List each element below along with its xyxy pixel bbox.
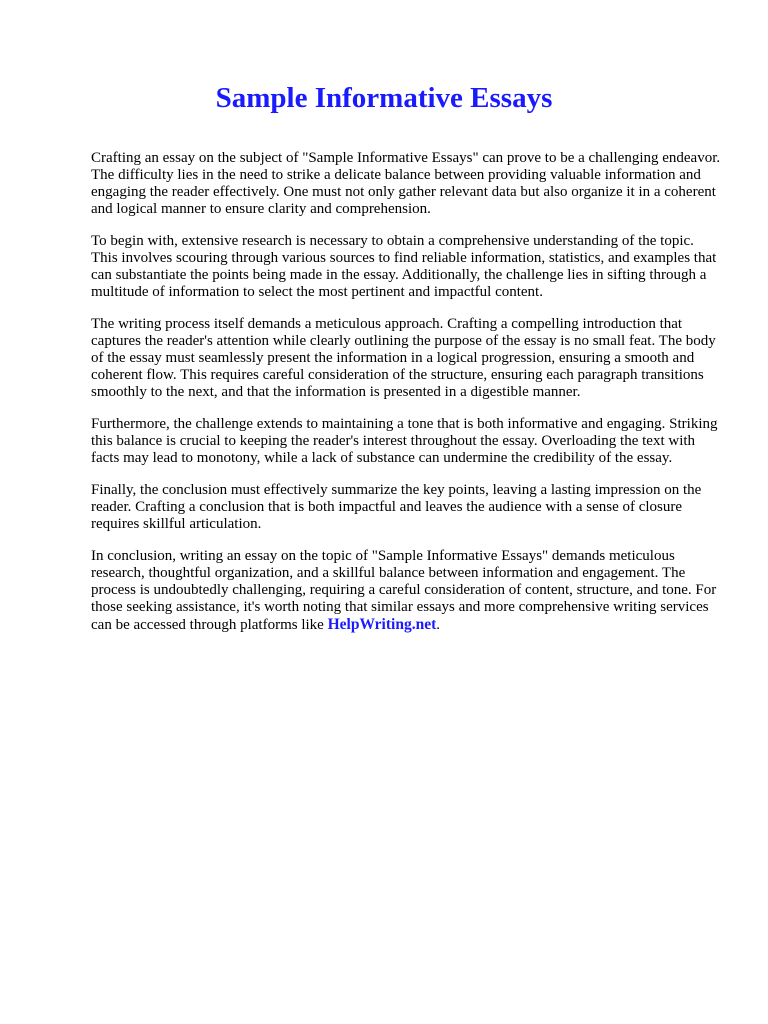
helpwriting-link[interactable]: HelpWriting.net bbox=[327, 616, 437, 633]
paragraph-1: Crafting an essay on the subject of "Sample Informative Essays" can prove to be a challenging endeavor. The difficulty lies in the need to strike a delicate balance between providing valuable information and engaging the reader effectively. One must not only gather relevant data but also organize it in a coherent and logical manner to ensure clarity and comprehension. bbox=[91, 150, 721, 217]
page-title: Sample Informative Essays bbox=[215, 82, 553, 114]
paragraph-2: To begin with, extensive research is necessary to obtain a comprehensive understanding of the topic. This involves scouring through various sources to find reliable information, statistics, and examples that can substantiate the points being made in the essay. Additionally, the challenge lies in sifting through a multitude of information to select the most pertinent and impactful content. bbox=[91, 233, 717, 300]
paragraph-3: The writing process itself demands a meticulous approach. Crafting a compelling introduction that captures the reader's attention while clearly outlining the purpose of the essay is no small feat. The body of the essay must seamlessly present the information in a logical progression, ensuring a smooth and coherent flow. This requires careful consideration of the structure, ensuring each paragraph transitions smoothly to the next, and that the information is presented in a digestible manner. bbox=[91, 316, 716, 400]
paragraph-6-end: . bbox=[436, 617, 440, 633]
paragraph-5: Finally, the conclusion must effectively summarize the key points, leaving a lasting impression on the reader. Crafting a conclusion that is both impactful and leaves the audience with a sense of closure requires skillful articulation. bbox=[91, 482, 702, 532]
paragraph-6 bbox=[91, 548, 724, 634]
paragraph-4: Furthermore, the challenge extends to maintaining a tone that is both informative and engaging. Striking this balance is crucial to keeping the reader's interest throughout the essay. Overloading the text with facts may lead to monotony, while a lack of substance can undermine the credibility of the essay. bbox=[91, 416, 718, 466]
paragraph-6-text: In conclusion, writing an essay on the topic of "Sample Informative Essays" demands meticulous research, thoughtful organization, and a skillful balance between information and engagement. The process is undoubtedly challenging, requiring a careful consideration of content, structure, and tone. For those seeking assistance, it's worth noting that similar essays and more comprehensive writing services can be accessed through platforms like bbox=[91, 548, 717, 633]
